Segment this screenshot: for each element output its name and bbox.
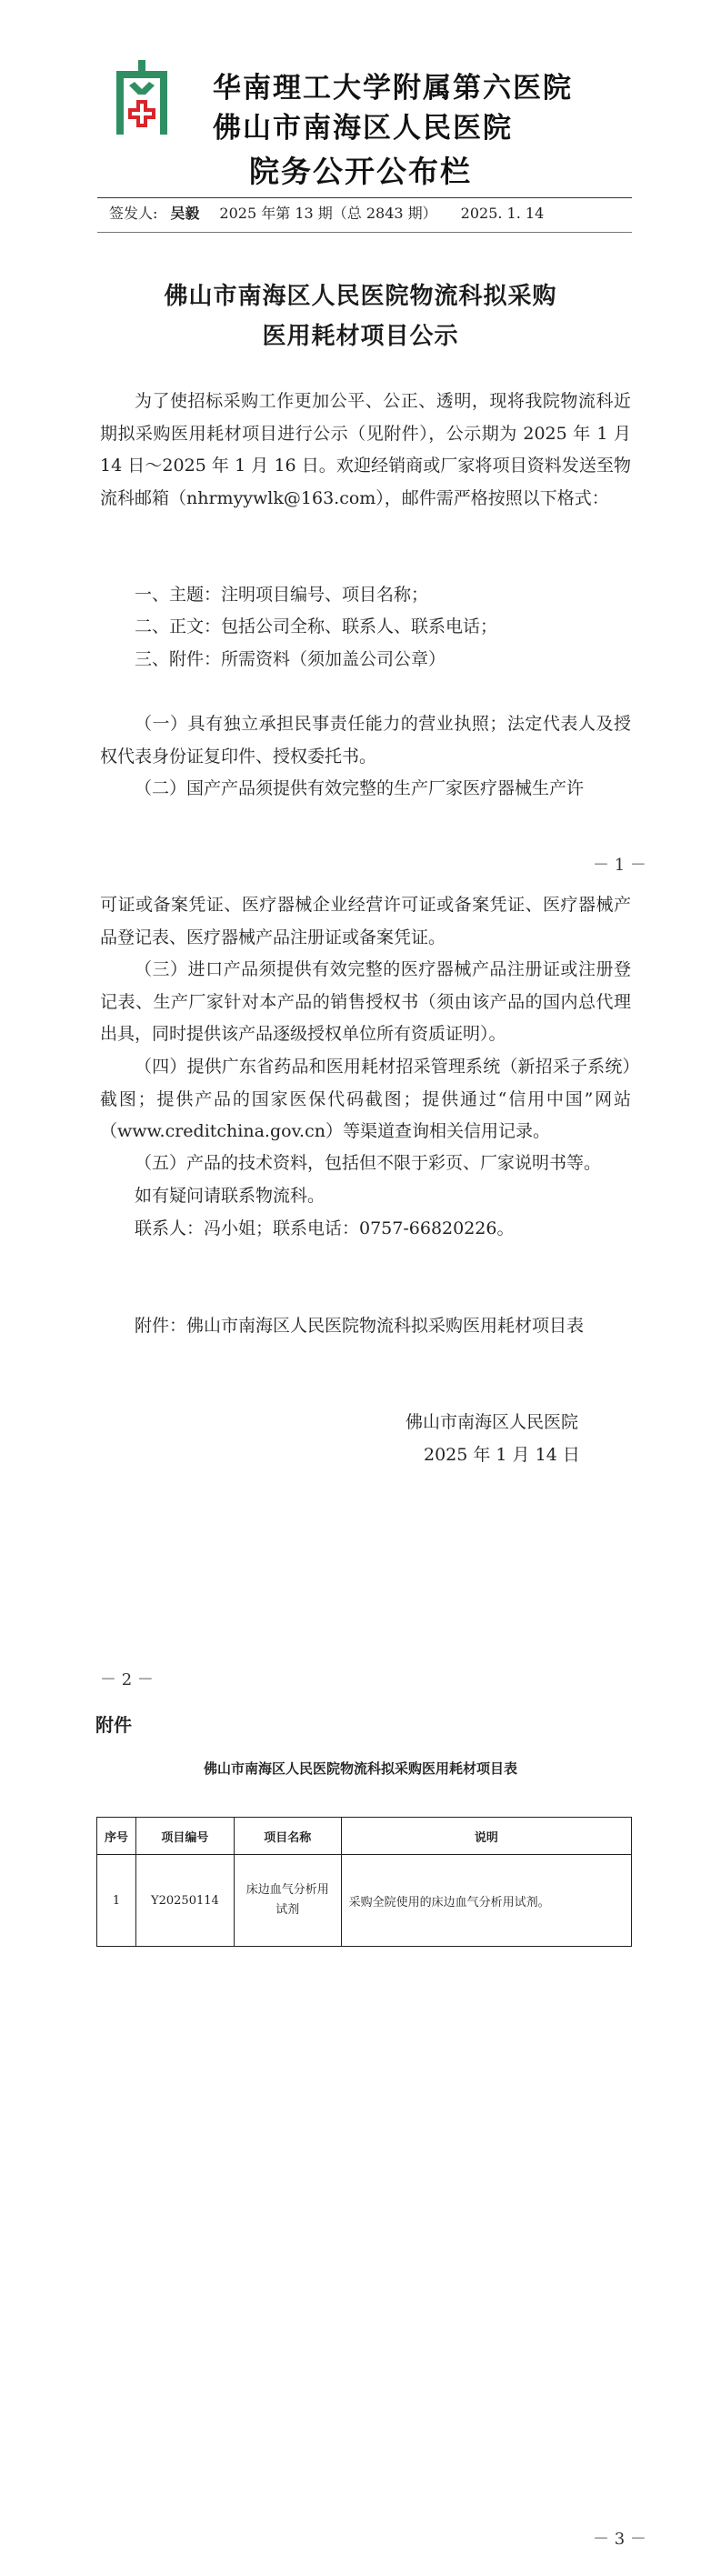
cell-name-line-1: 床边血气分析用 [245, 1883, 329, 1897]
column-header-description: 说明 [341, 1818, 631, 1855]
table-row [97, 1855, 632, 1947]
cell-code: Y20250114 [135, 1855, 234, 1947]
requirement-attachments: 三、附件：所需资料（须加盖公司公章） [135, 649, 446, 669]
contact-info: 联系人：冯小姐；联系电话：0757-66820226。 [135, 1218, 515, 1238]
bulletin-board-title: 院务公开公布栏 [249, 154, 472, 189]
signing-organization: 佛山市南海区人民医院 [406, 1412, 579, 1432]
cell-name-line-2: 试剂 [275, 1903, 300, 1917]
requirement-domestic-part-2: 可证或备案凭证、医疗器械企业经营许可证或备案凭证、医疗器械产品登记表、医疗器械产品注册证或备案凭证。 [100, 895, 631, 947]
cell-no: 1 [97, 1855, 136, 1947]
attachment-note: 附件：佛山市南海区人民医院物流科拟采购医用耗材项目表 [135, 1316, 585, 1336]
issue-date: 2025. 1. 14 [460, 205, 545, 222]
attachment-label: 附件 [95, 1714, 132, 1736]
attachment-table-title: 佛山市南海区人民医院物流科拟采购医用耗材项目表 [203, 1760, 517, 1777]
requirement-domestic-part-1: （二）国产产品须提供有效完整的生产厂家医疗器械生产许 [135, 778, 585, 798]
column-header-code: 项目编号 [135, 1818, 234, 1855]
procurement-items-table [96, 1817, 632, 1947]
cell-description: 采购全院使用的床边血气分析用试剂。 [341, 1855, 631, 1947]
signer-name: 吴毅 [170, 205, 200, 222]
cell-name [234, 1855, 341, 1947]
table-header-row [97, 1818, 632, 1855]
page-number-1: － 1 － [593, 856, 646, 875]
issue-number: 2025 年第 13 期（总 2843 期） [219, 205, 437, 222]
requirement-body: 二、正文：包括公司全称、联系人、联系电话； [135, 616, 498, 636]
requirement-system-screenshots: （四）提供广东省药品和医用耗材招采管理系统（新招采子系统）截图；提供产品的国家医保代码截图；提供通过“信用中国”网站（www.creditchina.gov.cn）等渠道查询相关信用记录。 [100, 1057, 631, 1141]
hospital-name-primary: 华南理工大学附属第六医院 [213, 72, 573, 105]
page-number-2: － 2 － [100, 1670, 154, 1689]
requirement-imported: （三）进口产品须提供有效完整的医疗器械产品注册证或注册登记表、生产厂家针对本产品的销售授权书（须由该产品的国内总代理出具，同时提供该产品逐级授权单位所有资质证明）。 [100, 959, 631, 1044]
column-header-no: 序号 [97, 1818, 136, 1855]
hospital-logo-icon [116, 60, 167, 135]
issue-info-line [109, 202, 636, 223]
intro-paragraph: 为了使招标采购工作更加公平、公正、透明，现将我院物流科近期拟采购医用耗材项目进行公示（见附件），公示期为 2025 年 1 月 14 日～2025 年 1 月 16 日。欢迎经销商或厂家将项目资料发送至物流科邮箱（nhrmyywlk@163.com），邮件需严格按照以下格式： [100, 391, 631, 508]
requirement-business-license: （一）具有独立承担民事责任能力的营业执照；法定代表人及授权代表身份证复印件、授权委托书。 [100, 714, 631, 767]
inquiry-note: 如有疑问请联系物流科。 [135, 1186, 325, 1206]
column-header-name: 项目名称 [234, 1818, 341, 1855]
signer-label: 签发人: [109, 205, 158, 222]
hospital-name-secondary: 佛山市南海区人民医院 [213, 112, 513, 145]
requirement-technical-docs: （五）产品的技术资料，包括但不限于彩页、厂家说明书等。 [135, 1153, 602, 1173]
header-divider [97, 197, 632, 198]
requirement-subject: 一、主题：注明项目编号、项目名称； [135, 585, 429, 605]
document-title-line-1: 佛山市南海区人民医院物流科拟采购 [164, 283, 557, 310]
signing-date: 2025 年 1 月 14 日 [424, 1445, 580, 1465]
page-number-3: － 3 － [593, 2530, 646, 2549]
issue-divider [97, 232, 632, 233]
document-title-line-2: 医用耗材项目公示 [262, 323, 459, 350]
